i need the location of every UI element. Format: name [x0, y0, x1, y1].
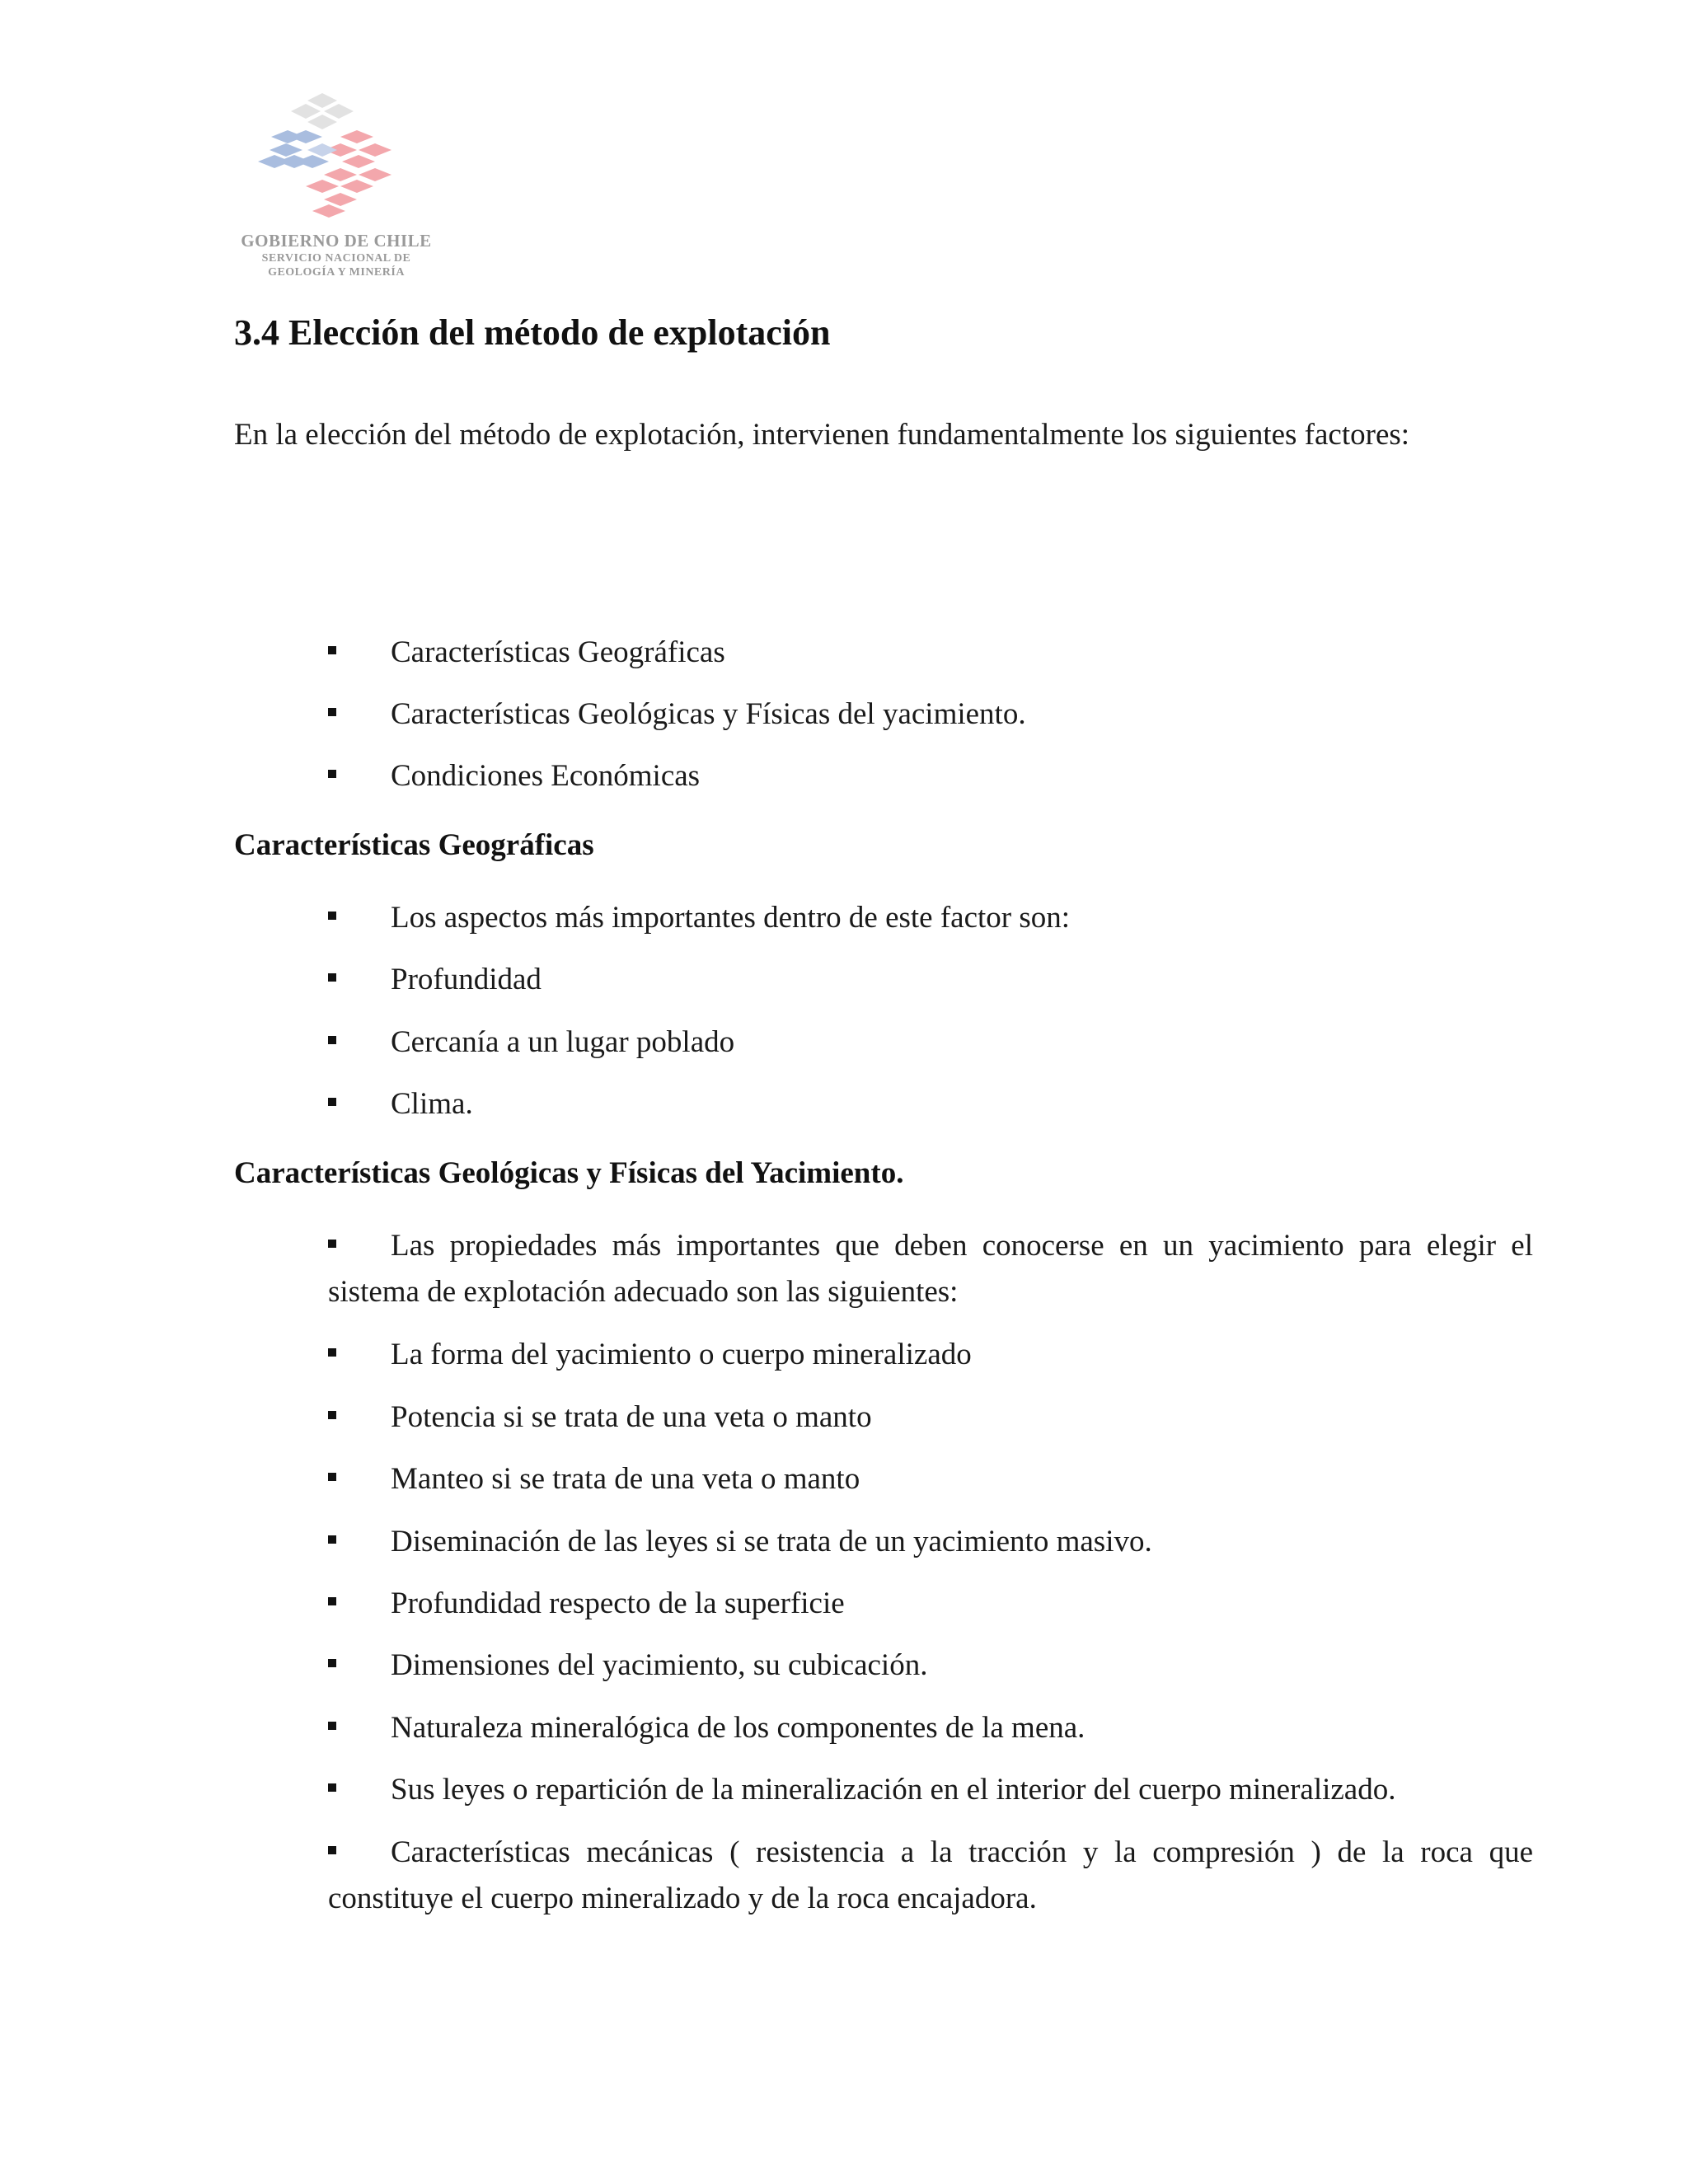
sernageomin-emblem-icon — [258, 89, 415, 229]
logo-subtitle-1: SERVICIO NACIONAL DE — [261, 252, 411, 265]
list-item — [328, 1643, 927, 1689]
square-bullet-icon — [328, 1659, 336, 1667]
logo-subtitle-2: GEOLOGÍA Y MINERÍA — [268, 266, 405, 279]
square-bullet-icon — [328, 1597, 336, 1605]
list-item — [328, 1705, 1085, 1751]
section-title: 3.4 Elección del método de explotación — [234, 312, 831, 353]
list-item-text: Cercanía a un lugar poblado — [391, 1025, 735, 1059]
list-item-text: Profundidad respecto de la superficie — [391, 1586, 845, 1620]
list-item-text: Características mecánicas ( resistencia a la tracción y la compresión ) de la roca que constituye el cuerpo mineralizado y de la roca encajadora. — [328, 1835, 1533, 1915]
list-item — [328, 1081, 473, 1127]
square-bullet-icon — [328, 1036, 336, 1044]
list-item — [328, 753, 700, 799]
list-item-text: Clima. — [391, 1087, 473, 1121]
square-bullet-icon — [328, 1348, 336, 1357]
square-bullet-icon — [328, 646, 336, 654]
list-item — [328, 1019, 734, 1066]
square-bullet-icon — [328, 973, 336, 982]
list-item-text: Dimensiones del yacimiento, su cubicación. — [391, 1648, 928, 1682]
list-item-text: Profundidad — [391, 963, 542, 996]
square-bullet-icon — [328, 1411, 336, 1419]
list-item-text: Naturaleza mineralógica de los componentes de la mena. — [391, 1711, 1085, 1745]
list-item-text: Potencia si se trata de una veta o manto — [391, 1400, 872, 1434]
square-bullet-icon — [328, 1722, 336, 1730]
list-item-text: Manteo si se trata de una veta o manto — [391, 1462, 860, 1496]
square-bullet-icon — [328, 1535, 336, 1544]
list-item — [328, 1830, 1533, 1922]
square-bullet-icon — [328, 1098, 336, 1106]
list-item — [328, 1223, 1533, 1315]
list-item — [328, 1332, 972, 1378]
list-item — [328, 630, 725, 676]
square-bullet-icon — [328, 1473, 336, 1481]
list-item — [328, 957, 542, 1003]
square-bullet-icon — [328, 912, 336, 920]
list-item — [328, 895, 1070, 941]
logo-title: GOBIERNO DE CHILE — [241, 231, 432, 251]
list-item-text: Los aspectos más importantes dentro de este factor son: — [391, 901, 1071, 935]
square-bullet-icon — [328, 770, 336, 778]
subheading-geograficas: Características Geográficas — [234, 828, 594, 862]
square-bullet-icon — [328, 1846, 336, 1854]
list-item — [328, 1456, 860, 1502]
subheading-geologicas: Características Geológicas y Físicas del Yacimiento. — [234, 1156, 904, 1190]
list-item-text: Características Geológicas y Físicas del yacimiento. — [391, 697, 1026, 731]
square-bullet-icon — [328, 708, 336, 716]
list-item-text: Sus leyes o repartición de la mineralización en el interior del cuerpo mineralizado. — [391, 1773, 1396, 1807]
list-item-text: Condiciones Económicas — [391, 759, 701, 793]
list-item — [328, 1519, 1152, 1565]
list-item-text: Diseminación de las leyes si se trata de un yacimiento masivo. — [391, 1525, 1152, 1558]
list-item — [328, 1394, 872, 1441]
square-bullet-icon — [328, 1240, 336, 1248]
list-item — [328, 1767, 1395, 1813]
gobierno-de-chile-logo — [233, 89, 439, 287]
list-item — [328, 1581, 845, 1627]
square-bullet-icon — [328, 1783, 336, 1792]
list-item-text: La forma del yacimiento o cuerpo mineralizado — [391, 1338, 972, 1371]
list-item — [328, 691, 1026, 738]
list-item-text: Las propiedades más importantes que deben conocerse en un yacimiento para elegir el sistema de explotación adecuado son las siguientes: — [328, 1229, 1533, 1309]
list-item-text: Características Geográficas — [391, 635, 725, 669]
intro-paragraph: En la elección del método de explotación, intervienen fundamentalmente los siguientes factores: — [234, 418, 1410, 452]
